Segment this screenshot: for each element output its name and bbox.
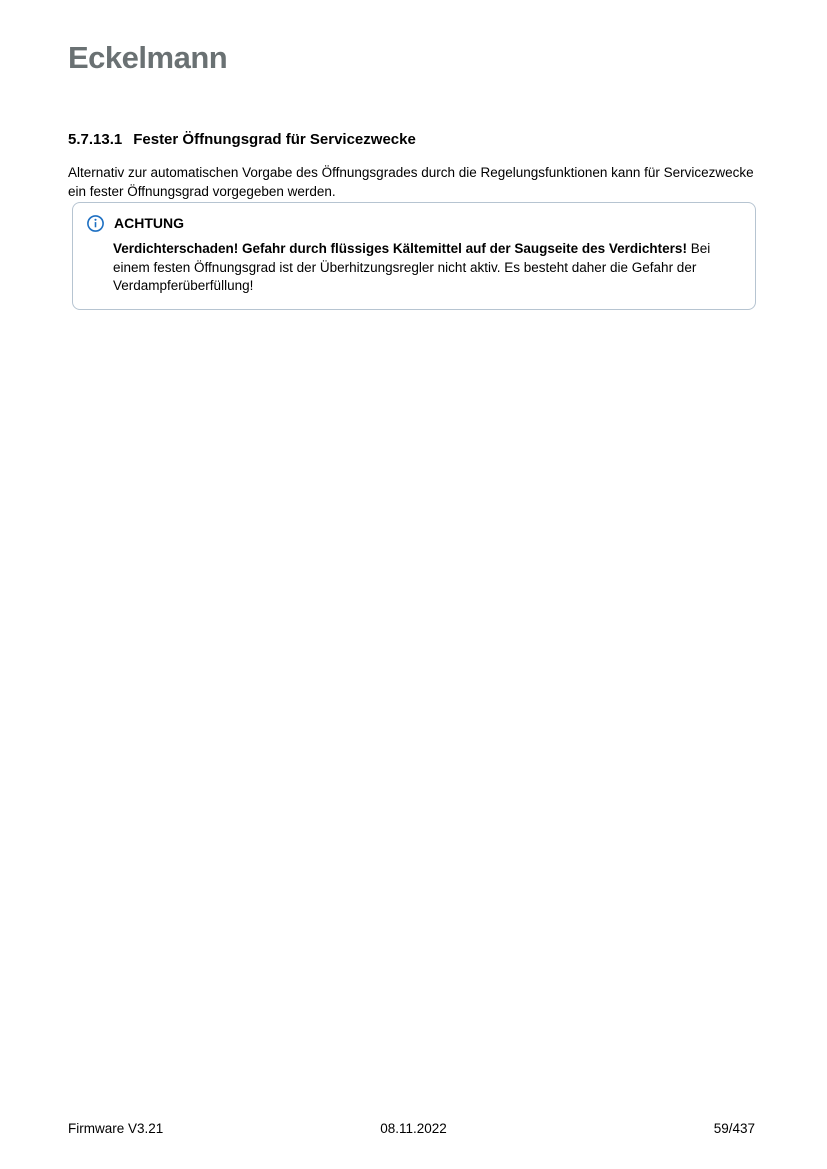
notice-body <box>113 240 742 296</box>
notice-header <box>87 215 740 232</box>
info-icon <box>87 215 104 232</box>
page-footer <box>0 1120 827 1137</box>
section-heading <box>68 130 416 150</box>
footer-page-number: 59/437 <box>713 1121 755 1136</box>
footer-date: 08.11.2022 <box>380 1121 447 1136</box>
section-number: 5.7.13.1 <box>68 131 123 148</box>
notice-body-rest: Bei einem festen Öffnungsgrad ist der Überhitzungsregler nicht aktiv. Es besteht daher die Gefahr der Verdampferüberfüllung! <box>113 241 711 293</box>
notice-body-bold: Verdichterschaden! Gefahr durch flüssiges Kältemittel auf der Saugseite des Verdichters! <box>113 241 687 256</box>
attention-notice-box <box>72 202 756 310</box>
section-title: Fester Öffnungsgrad für Servicezwecke <box>133 131 416 148</box>
intro-paragraph: Alternativ zur automatischen Vorgabe des Öffnungsgrades durch die Regelungsfunktionen kann für Servicezwecke ein fester Öffnungsgrad vorgegeben werden. <box>68 165 754 199</box>
company-logo: Eckelmann <box>68 40 228 75</box>
footer-firmware-version: Firmware V3.21 <box>68 1121 164 1136</box>
notice-label: ACHTUNG <box>114 215 184 231</box>
